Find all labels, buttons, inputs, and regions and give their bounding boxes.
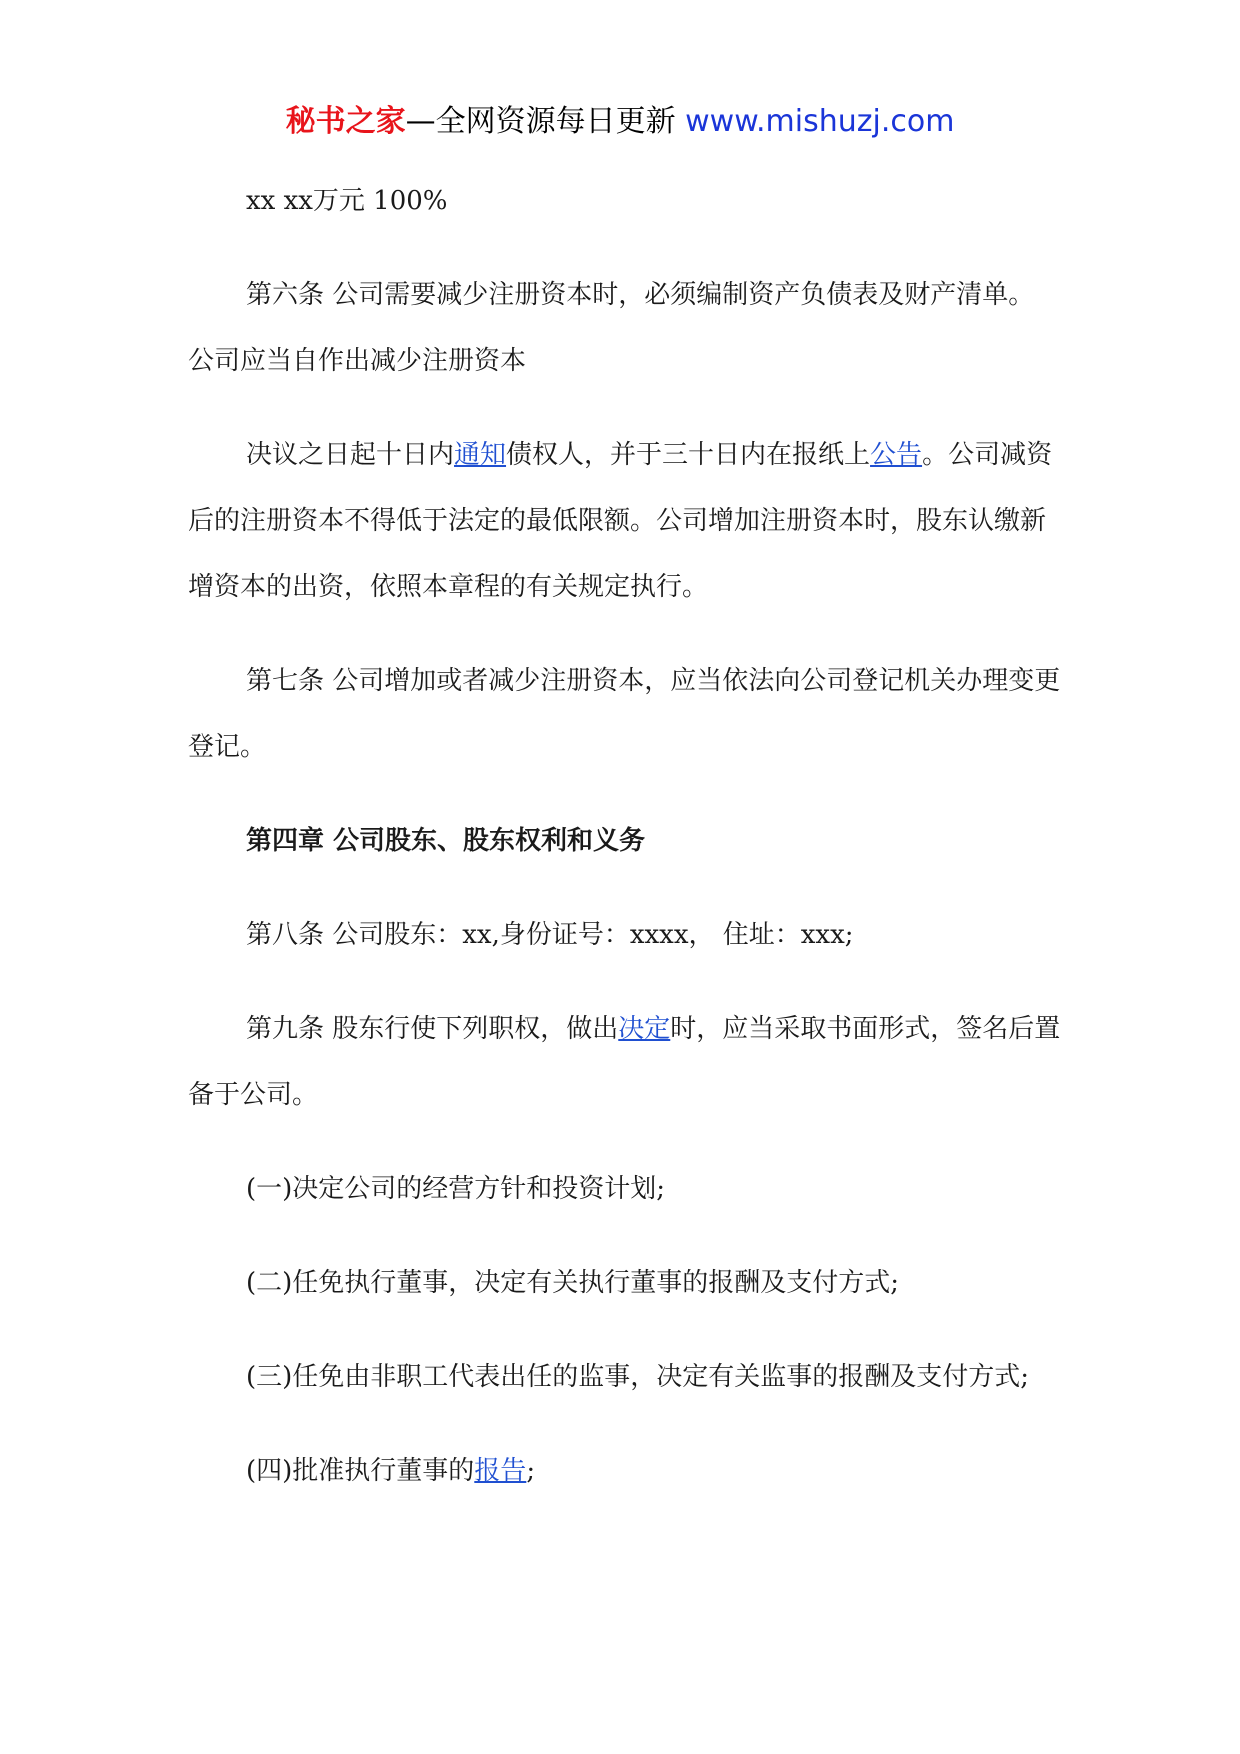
article-6-text-c: 。公司减资后的注册资本不得低于法定的最低限额。公司增加注册资本时，股东认缴新增资本的出资，依照本章程的有关规定执行。 (188, 440, 1053, 602)
list-item-4 (188, 1438, 1068, 1504)
list-item-1: (一)决定公司的经营方针和投资计划; (246, 1174, 666, 1204)
report-link[interactable]: 报告 (474, 1456, 527, 1486)
article-6: 第六条 公司需要减少注册资本时，必须编制资产负债表及财产清单。 公司应当自作出减少注册资本 (188, 280, 1035, 376)
site-header (0, 98, 1240, 146)
capital-row: xx xx万元 100% (246, 186, 448, 216)
article-6-continued (188, 422, 1068, 620)
notice-link[interactable]: 通知 (454, 440, 507, 470)
article-9-text-b: 时，应当采取书面形式，签名后置备于公司。 (188, 1014, 1061, 1110)
article-8: 第八条 公司股东：xx,身份证号：xxxx， 住址：xxx; (246, 920, 854, 950)
announcement-link[interactable]: 公告 (870, 440, 923, 470)
list-item-2: (二)任免执行董事，决定有关执行董事的报酬及支付方式; (246, 1268, 900, 1298)
list-item-4-text-a: (四)批准执行董事的 (246, 1456, 475, 1486)
decision-link[interactable]: 决定 (618, 1014, 671, 1044)
list-item-3: (三)任免由非职工代表出任的监事，决定有关监事的报酬及支付方式; (246, 1362, 1030, 1392)
list-item-4-text-b: ; (526, 1456, 536, 1486)
article-7: 第七条 公司增加或者减少注册资本，应当依法向公司登记机关办理变更登记。 (188, 666, 1061, 762)
site-slogan: —全网资源每日更新 (405, 104, 686, 139)
chapter-4-heading: 第四章 公司股东、股东权利和义务 (246, 826, 646, 856)
site-url: www.mishuzj.com (685, 104, 955, 139)
article-6-text-a: 决议之日起十日内 (246, 440, 455, 470)
site-brand: 秘书之家 (285, 104, 406, 139)
document-body (188, 168, 1068, 1532)
article-6-text-b: 债权人，并于三十日内在报纸上 (506, 440, 871, 470)
article-9 (188, 996, 1068, 1128)
article-9-text-a: 第九条 股东行使下列职权，做出 (246, 1014, 619, 1044)
